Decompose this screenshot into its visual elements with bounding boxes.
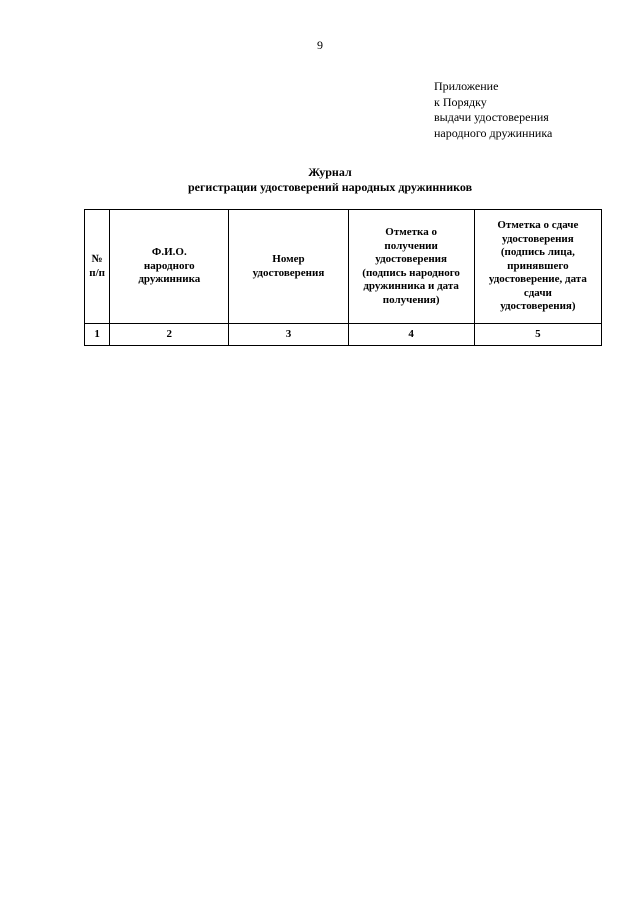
title-line-2: регистрации удостоверений народных дружинников — [187, 180, 473, 194]
column-number-cell: 3 — [229, 324, 348, 346]
appendix-line: к Порядку — [434, 94, 487, 109]
header-return-mark: Отметка о сдаче удостоверения (подпись лица, принявшего удостоверение, дата сдачи удостоверения) — [474, 210, 601, 324]
header-full-name: Ф.И.О. народного дружинника — [110, 210, 229, 324]
title-line-1: Журнал — [308, 165, 352, 179]
page-number: 9 — [317, 38, 323, 52]
column-number-cell: 2 — [110, 324, 229, 346]
journal-table — [84, 209, 602, 346]
column-number-cell: 5 — [474, 324, 601, 346]
table-row — [85, 324, 602, 346]
column-number-cell: 4 — [348, 324, 474, 346]
column-number-cell: 1 — [85, 324, 110, 346]
header-receipt-mark: Отметка о получении удостоверения (подпись народного дружинника и дата получения) — [348, 210, 474, 324]
header-certificate-number: Номер удостоверения — [229, 210, 348, 324]
appendix-line: народного дружинника — [434, 125, 553, 140]
appendix-line: Приложение — [434, 79, 499, 93]
table-header-row — [85, 210, 602, 324]
appendix-note — [434, 79, 552, 141]
appendix-line: выдачи удостоверения — [434, 110, 549, 124]
document-title — [0, 165, 640, 195]
header-number: № п/п — [85, 210, 110, 324]
